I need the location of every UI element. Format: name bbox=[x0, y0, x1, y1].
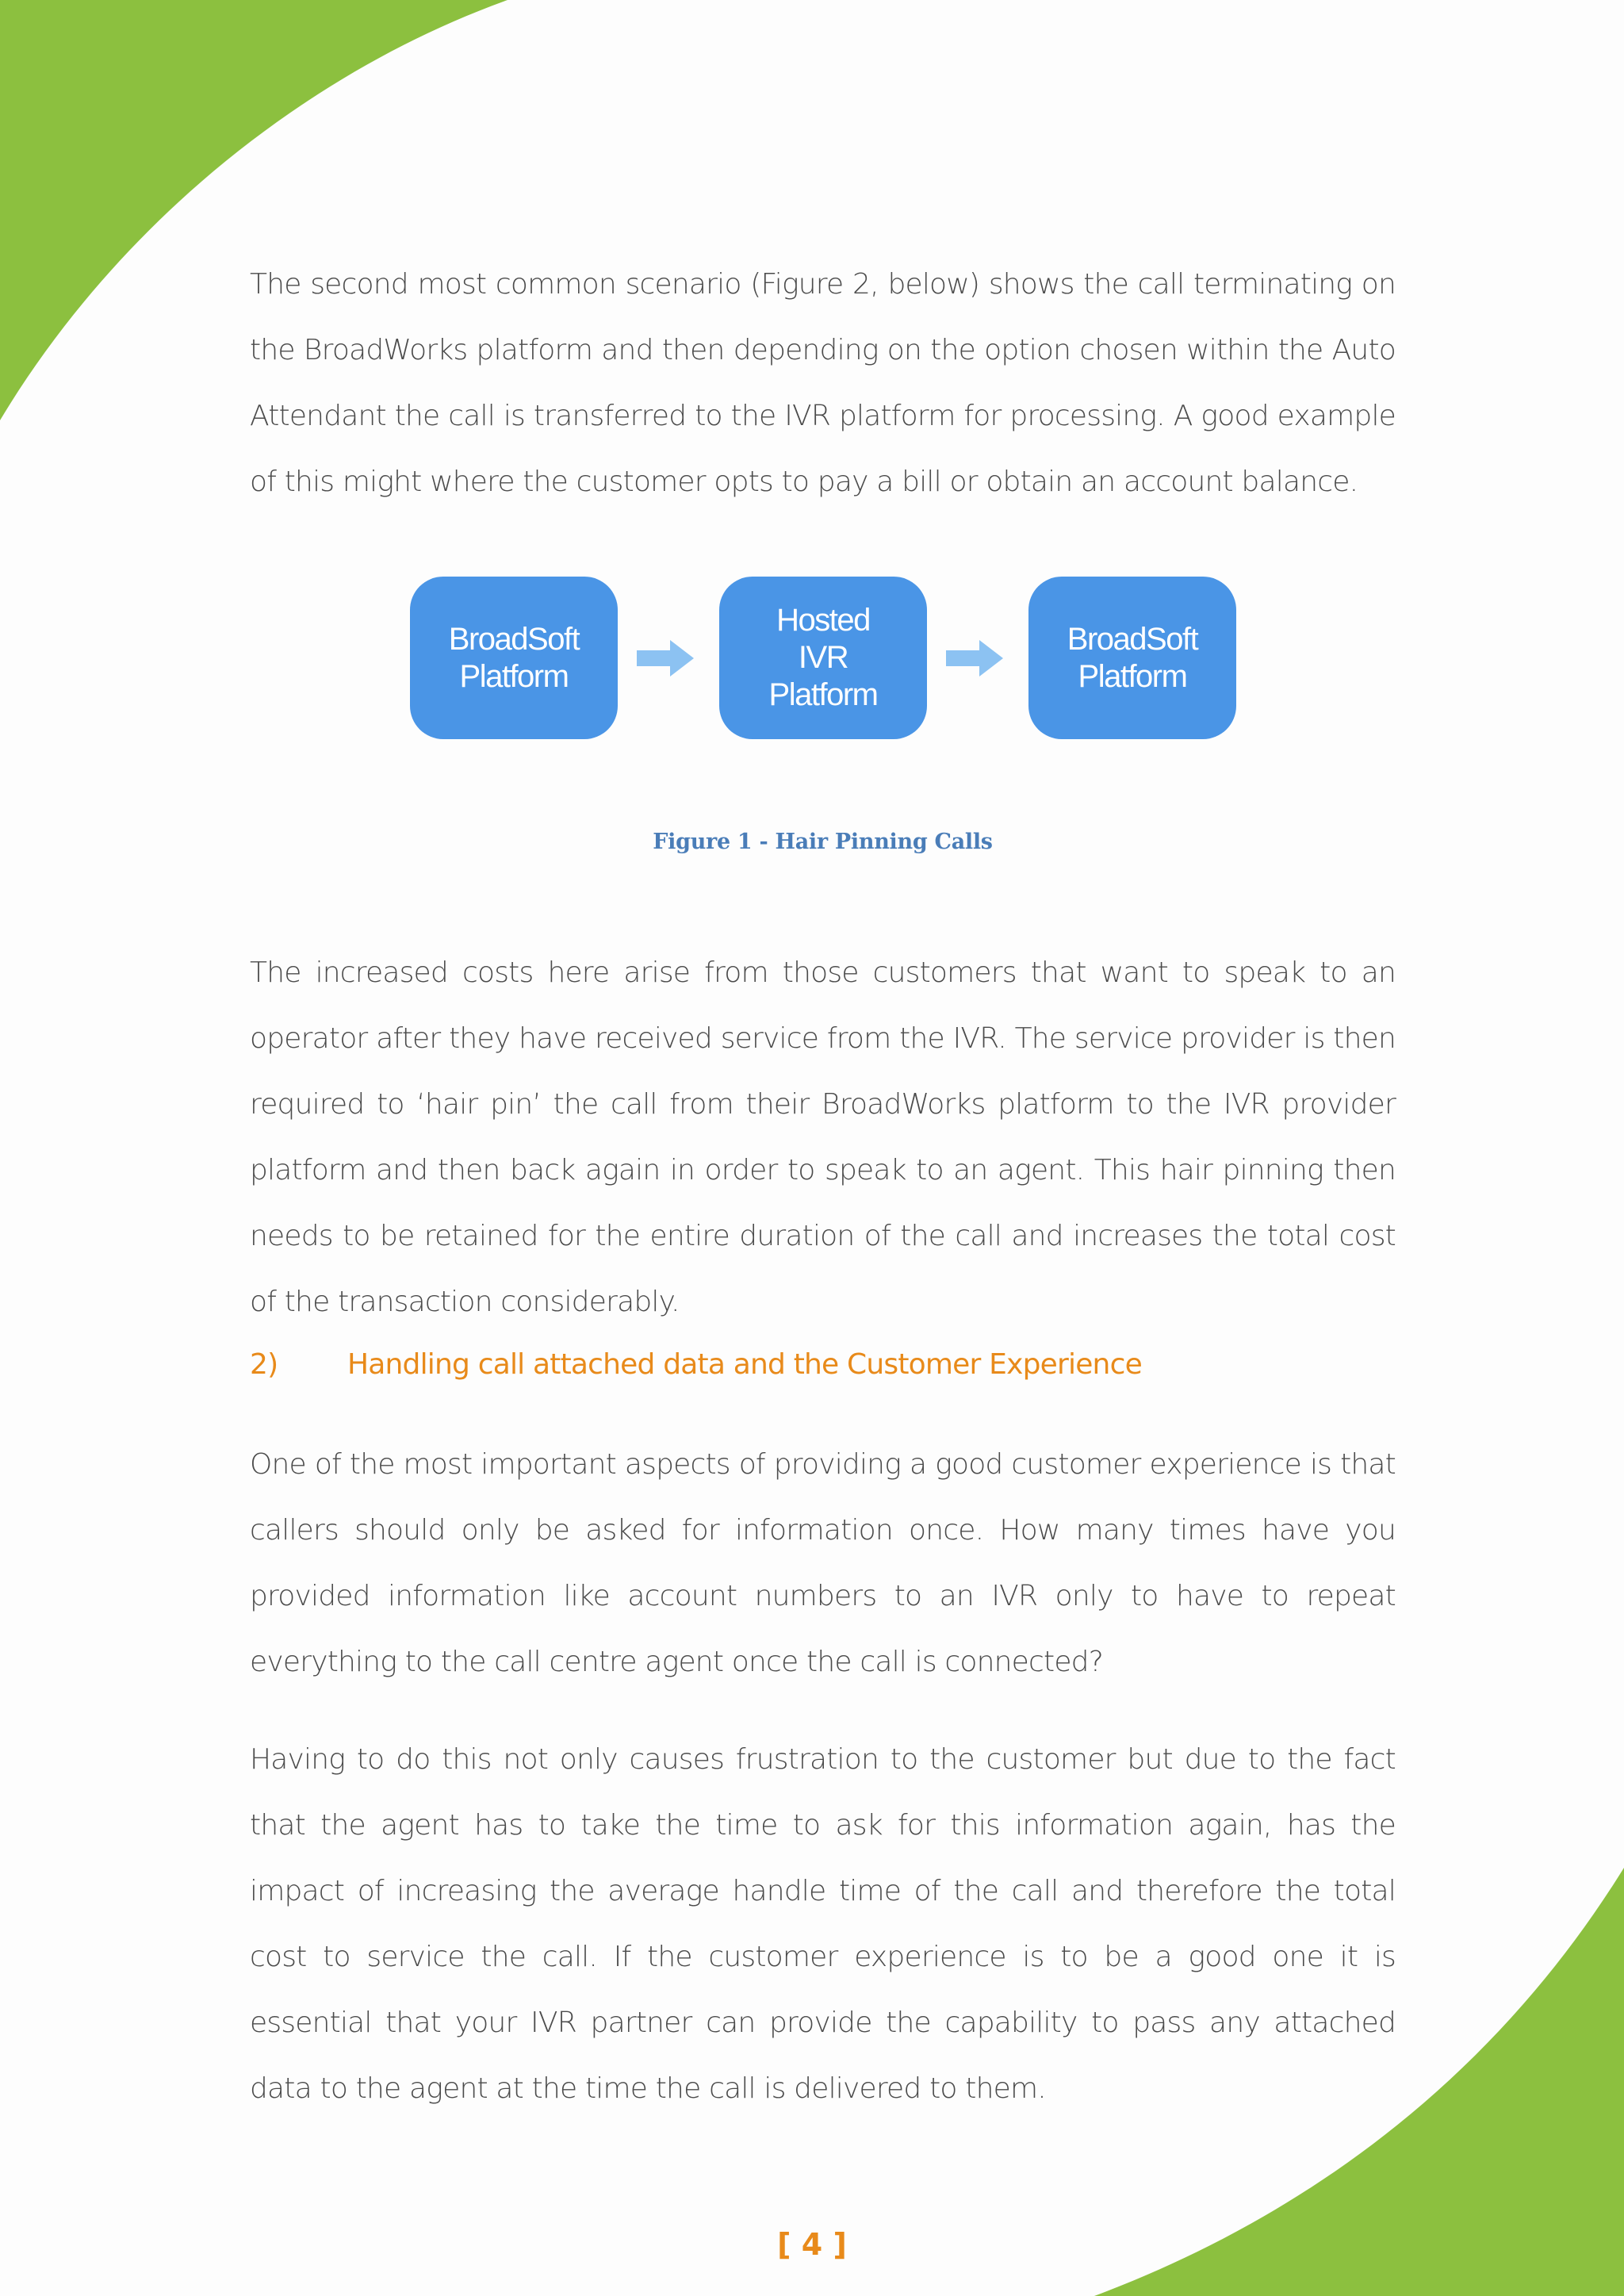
section-heading bbox=[250, 1345, 1142, 1385]
section-number: 2) bbox=[250, 1348, 278, 1381]
paragraph-costs: The increased costs here arise from those customers that want to speak to an operator after they have received service from the IVR. The service provider is then required to ‘hair pin’ the call from their BroadWorks platform to the IVR provider platform and then back again in order to speak to an agent. This hair pinning then needs to be retained for the entire duration of the call and increases the total cost of the transaction considerably. bbox=[250, 956, 1396, 1318]
paragraph-intro: The second most common scenario (Figure 2, below) shows the call terminating on the BroadWorks platform and then depending on the option chosen within the Auto Attendant the call is transferred to the IVR platform for processing. A good example of this might where the customer opts to pay a bill or obtain an account balance. bbox=[250, 268, 1396, 498]
page-number: [ 4 ] bbox=[777, 2227, 847, 2262]
paragraph-frustration: Having to do this not only causes frustration to the customer but due to the fact that the agent has to take the time to ask for this information again, has the impact of increasing the average handle time of the call and therefore the total cost to service the call. If the customer experience is to be a good one it is essential that your IVR partner can provide the capability to pass any attached data to the agent at the time the call is delivered to them. bbox=[250, 1743, 1396, 2105]
paragraph-ask-once: One of the most important aspects of providing a good customer experience is that callers should only be asked for information once. How many times have you provided information like account numbers to an IVR only to have to repeat everything to the call centre agent once the call is connected? bbox=[250, 1448, 1396, 1678]
right-arrow-icon bbox=[946, 640, 1003, 677]
hair-pinning-flow-diagram bbox=[410, 577, 1251, 739]
broadsoft-platform-box: BroadSoft Platform bbox=[1028, 577, 1236, 739]
section-title: Handling call attached data and the Customer Experience bbox=[347, 1348, 1142, 1381]
broadsoft-platform-box: BroadSoft Platform bbox=[410, 577, 618, 739]
hosted-ivr-platform-box: Hosted IVR Platform bbox=[719, 577, 927, 739]
figure-caption: Figure 1 - Hair Pinning Calls bbox=[653, 830, 993, 854]
right-arrow-icon bbox=[637, 640, 694, 677]
